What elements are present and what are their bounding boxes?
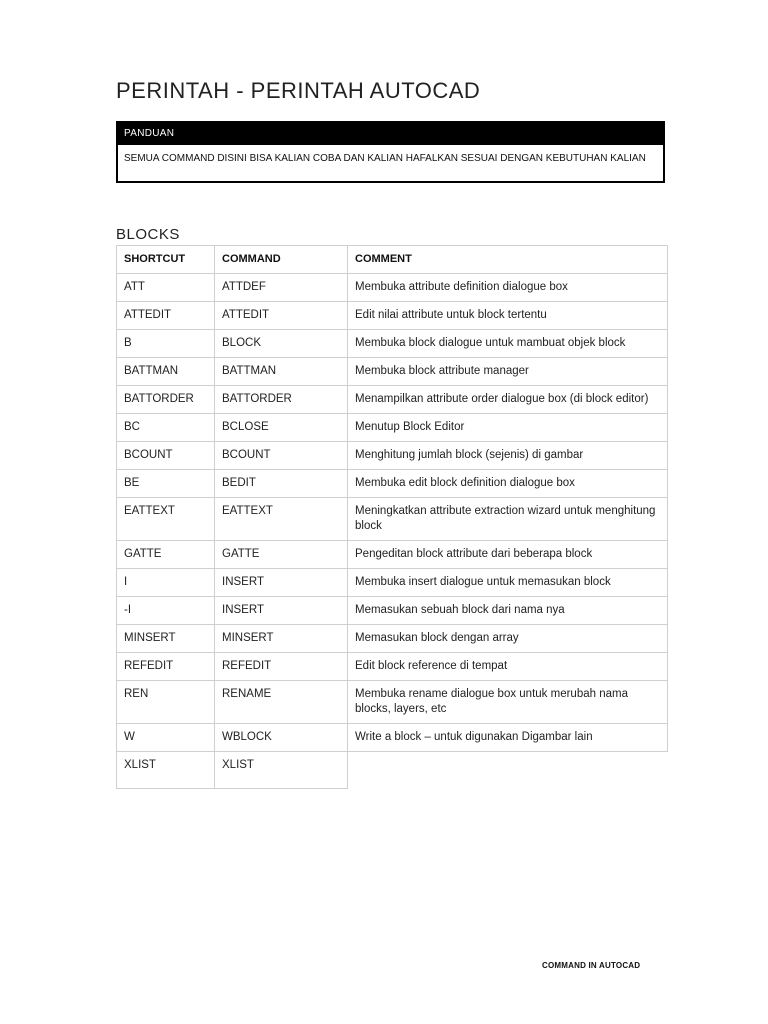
table-row [117,625,668,653]
cell-comment: Meningkatkan attribute extraction wizard untuk menghitung block [348,498,668,541]
cell-shortcut: EATTEXT [117,498,215,541]
cell-comment: Pengeditan block attribute dari beberapa block [348,541,668,569]
cell-command: BEDIT [215,470,348,498]
table-row [117,752,668,789]
cell-comment: Membuka attribute definition dialogue box [348,274,668,302]
section-title-blocks: BLOCKS [116,226,180,243]
table-row [117,358,668,386]
cell-shortcut: REN [117,681,215,724]
guide-body: SEMUA COMMAND DISINI BISA KALIAN COBA DAN KALIAN HAFALKAN SESUAI DENGAN KEBUTUHAN KALIAN [124,153,646,164]
table-row [117,302,668,330]
table-row [117,541,668,569]
header-comment: COMMENT [348,246,668,274]
blocks-table [116,245,668,789]
cell-comment: Menampilkan attribute order dialogue box (di block editor) [348,386,668,414]
cell-shortcut: -I [117,597,215,625]
cell-command: RENAME [215,681,348,724]
cell-shortcut: GATTE [117,541,215,569]
cell-comment: Membuka edit block definition dialogue box [348,470,668,498]
cell-shortcut: BC [117,414,215,442]
header-shortcut: SHORTCUT [117,246,215,274]
table-row [117,569,668,597]
guide-box [116,121,665,183]
cell-comment: Membuka insert dialogue untuk memasukan block [348,569,668,597]
cell-comment: Edit nilai attribute untuk block tertentu [348,302,668,330]
cell-comment: Membuka block attribute manager [348,358,668,386]
cell-shortcut: B [117,330,215,358]
cell-command: XLIST [215,752,348,789]
cell-shortcut: BE [117,470,215,498]
cell-comment: Membuka block dialogue untuk mambuat objek block [348,330,668,358]
table-row [117,274,668,302]
header-command: COMMAND [215,246,348,274]
cell-comment: Memasukan sebuah block dari nama nya [348,597,668,625]
table-row [117,498,668,541]
footer-label: COMMAND IN AUTOCAD [542,961,641,970]
cell-command: ATTDEF [215,274,348,302]
table-row [117,681,668,724]
cell-shortcut: MINSERT [117,625,215,653]
guide-header: PANDUAN [118,123,663,145]
table-header-row [117,246,668,274]
cell-command: EATTEXT [215,498,348,541]
cell-shortcut: REFEDIT [117,653,215,681]
cell-command: BCLOSE [215,414,348,442]
cell-command: BLOCK [215,330,348,358]
page-title: PERINTAH - PERINTAH AUTOCAD [116,78,481,103]
cell-shortcut: BCOUNT [117,442,215,470]
cell-command: BATTMAN [215,358,348,386]
cell-comment: Menghitung jumlah block (sejenis) di gambar [348,442,668,470]
table-row [117,653,668,681]
table-row [117,442,668,470]
cell-command: BCOUNT [215,442,348,470]
cell-command: ATTEDIT [215,302,348,330]
cell-comment-empty [348,752,668,789]
cell-command: INSERT [215,597,348,625]
cell-command: BATTORDER [215,386,348,414]
cell-shortcut: ATTEDIT [117,302,215,330]
cell-command: GATTE [215,541,348,569]
cell-comment: Menutup Block Editor [348,414,668,442]
cell-comment: Edit block reference di tempat [348,653,668,681]
cell-shortcut: XLIST [117,752,215,789]
cell-command: WBLOCK [215,724,348,752]
table-row [117,470,668,498]
cell-command: REFEDIT [215,653,348,681]
cell-comment: Memasukan block dengan array [348,625,668,653]
table-row [117,330,668,358]
cell-command: INSERT [215,569,348,597]
cell-comment: Write a block – untuk digunakan Digambar lain [348,724,668,752]
table-row [117,414,668,442]
cell-shortcut: W [117,724,215,752]
table-row [117,724,668,752]
cell-comment: Membuka rename dialogue box untuk merubah nama blocks, layers, etc [348,681,668,724]
cell-command: MINSERT [215,625,348,653]
cell-shortcut: ATT [117,274,215,302]
cell-shortcut: BATTMAN [117,358,215,386]
table-row [117,597,668,625]
cell-shortcut: I [117,569,215,597]
table-row [117,386,668,414]
cell-shortcut: BATTORDER [117,386,215,414]
